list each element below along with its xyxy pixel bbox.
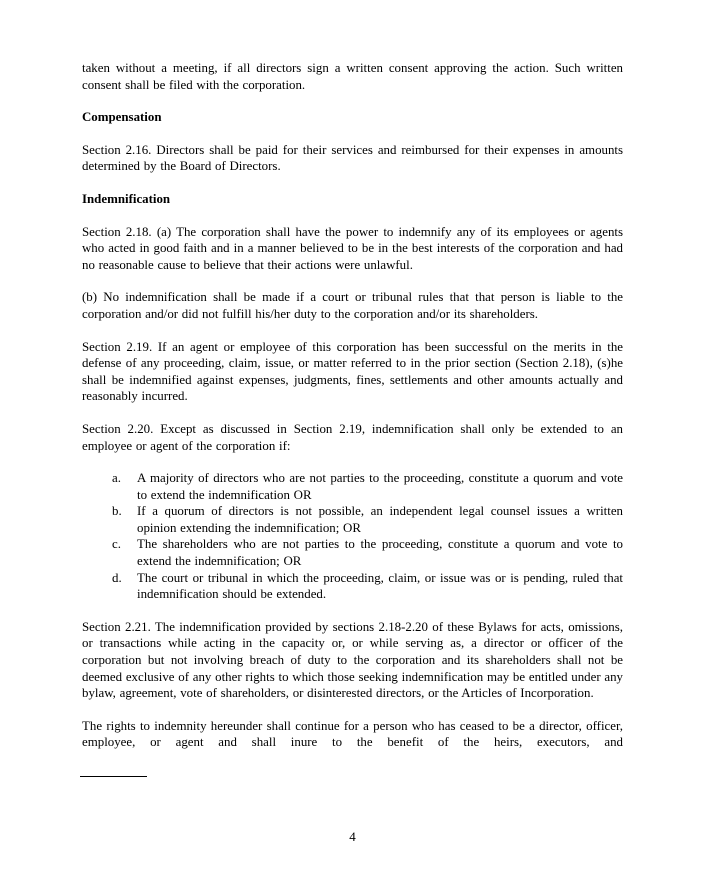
list-marker-c: c. bbox=[112, 537, 121, 552]
list-marker-d: d. bbox=[112, 570, 122, 585]
section-heading-indemnification: Indemnification bbox=[82, 191, 171, 206]
paragraph-section-2-18a: Section 2.18. (a) The corporation shall have the power to indemnify any of its employees or agents who acted in good faith and in a manner believed to be in the best interests of the corporation and had no reasonable cause to believe that their actions were unlawful. bbox=[82, 224, 623, 272]
paragraph-section-2-16: Section 2.16. Directors shall be paid for their services and reimbursed for their expenses in amounts determined by the Board of Directors. bbox=[82, 142, 623, 174]
section-heading-compensation: Compensation bbox=[82, 110, 162, 125]
paragraph-consent: taken without a meeting, if all directors sign a written consent approving the action. Such written consent shall be filed with the corporation. bbox=[82, 61, 623, 92]
paragraph-section-2-19: Section 2.19. If an agent or employee of this corporation has been successful on the merits in the defense of any proceeding, claim, issue, or matter referred to in the prior section (Section 2.18), (s)he shall be indemnified against expenses, judgments, fines, settlements and other amounts actually and reasonably incurred. bbox=[82, 339, 623, 404]
list-item-b bbox=[82, 503, 623, 536]
list-marker-b: b. bbox=[112, 504, 122, 519]
list-item-a bbox=[82, 470, 623, 503]
list-item-c-text: The shareholders who are not parties to the proceeding, constitute a quorum and vote to extend the indemnification; OR bbox=[137, 537, 623, 569]
list-item-c bbox=[82, 536, 623, 569]
footnote-rule bbox=[80, 776, 147, 777]
list-item-d bbox=[82, 570, 623, 603]
page-number: 4 bbox=[349, 829, 356, 844]
list-item-a-text: A majority of directors who are not parties to the proceeding, constitute a quorum and vote to extend the indemnification OR bbox=[137, 471, 623, 502]
paragraph-section-2-18b: (b) No indemnification shall be made if a court or tribunal rules that that person is liable to the corporation and/or did not fulfill his/her duty to the corporation and/or its shareholders. bbox=[82, 290, 623, 321]
paragraph-rights-to-indemnity: The rights to indemnity hereunder shall continue for a person who has ceased to be a director, officer, employee, or agent and shall inure to the benefit of the heirs, executors, and bbox=[82, 718, 623, 750]
document-body bbox=[82, 60, 623, 767]
paragraph-section-2-21: Section 2.21. The indemnification provided by sections 2.18-2.20 of these Bylaws for acts, omissions, or transactions while acting in the capacity or, or while serving as, a director or officer of the corporation but not involving breach of duty to the corporation and its shareholders shall not be deemed exclusive of any other rights to which those seeking indemnification may be entitled under any bylaw, agreement, vote of shareholders, or disinterested directors, or the Articles of Incorporation. bbox=[82, 619, 623, 701]
list-marker-a: a. bbox=[112, 471, 121, 486]
list-item-b-text: If a quorum of directors is not possible, an independent legal counsel issues a written opinion extending the indemnification; OR bbox=[137, 504, 623, 535]
indemnification-conditions-list bbox=[82, 470, 623, 603]
paragraph-section-2-20: Section 2.20. Except as discussed in Section 2.19, indemnification shall only be extended to an employee or agent of the corporation if: bbox=[82, 421, 623, 453]
list-item-d-text: The court or tribunal in which the proceeding, claim, or issue was or is pending, ruled that indemnification should be extended. bbox=[137, 570, 623, 602]
